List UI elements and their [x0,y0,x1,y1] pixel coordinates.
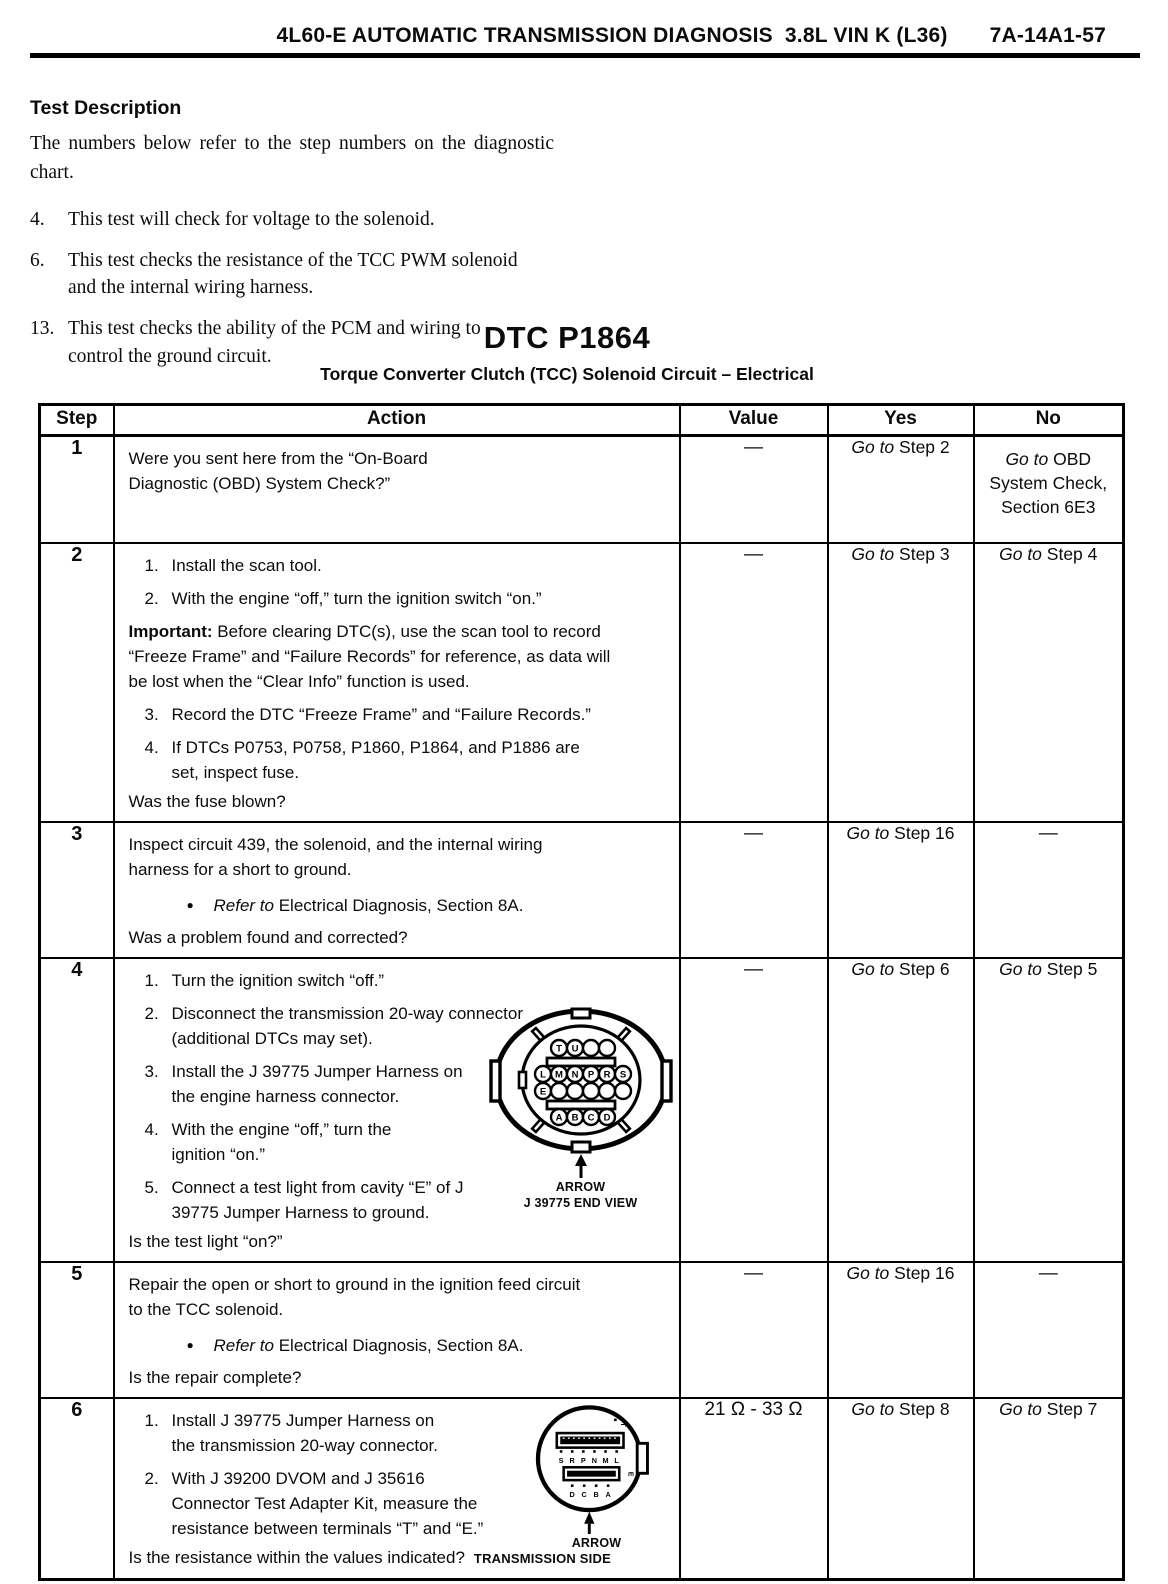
value-cell [680,1398,828,1580]
connector-figure [487,1007,675,1211]
figure-caption: ARROW [555,1180,606,1194]
svg-text:B: B [571,1112,578,1124]
item-text: Install the scan tool. [171,556,322,575]
action-question: Was a problem found and corrected? [128,928,408,947]
item-text: If DTCs P0753, P0758, P1860, P1864, and P1886 are set, inspect fuse. [171,738,580,782]
table-row [40,958,1124,1262]
figure-caption: TRANSMISSION SIDE [473,1551,611,1566]
page-header [0,24,1106,48]
action-content [115,544,679,821]
step-cell: 3 [40,822,114,958]
item-number: 2. [144,1004,159,1023]
action-text: Inspect circuit 439, the solenoid, and the internal wiring harness for a short to ground. [128,835,543,879]
item-text: With the engine “off,” turn the ignition “on.” [171,1120,392,1164]
page-number: 7A-14A1-57 [989,24,1106,47]
item-text: With J 39200 DVOM and J 35616 Connector Test Adapter Kit, measure the resistance between terminals “T” and “E.” [171,1469,484,1538]
no-cell: Go to Step 4 [974,543,1124,822]
svg-text:M: M [602,1456,609,1466]
item-number: 3. [144,1062,159,1081]
svg-text:B: B [593,1490,599,1500]
goto-label: Go to [846,1263,890,1283]
item-number: 4. [144,1120,159,1139]
svg-text:T: T [555,1043,562,1055]
item-number: 2. [144,589,159,608]
action-reference [129,1333,669,1358]
goto-label: Go to [846,823,890,843]
step-cell: 6 [40,1398,114,1580]
svg-text:T: T [618,1422,628,1427]
item-text: Connect a test light from cavity “E” of J 39775 Jumper Harness to ground. [171,1178,464,1222]
svg-text:P: P [587,1069,594,1081]
step-cell: 2 [40,543,114,822]
svg-text:A: A [555,1112,562,1124]
action-cell [114,1398,680,1580]
svg-text:D: D [569,1490,575,1500]
header-rule [30,53,1140,58]
item-number: 1. [144,1411,159,1430]
action-reference [129,893,669,918]
step-cell: 5 [40,1262,114,1398]
action-cell [114,436,680,544]
action-cell [114,822,680,958]
action-cell [114,1262,680,1398]
result-value: — [1038,823,1058,844]
dtc-subtitle: Torque Converter Clutch (TCC) Solenoid Circuit – Electrical [320,364,814,384]
value-text: 21 Ω - 33 Ω [704,1399,803,1420]
yes-cell: Go to Step 2 [828,436,974,544]
item-text: Install the J 39775 Jumper Harness on the engine harness connector. [171,1062,463,1106]
step-cell: 4 [40,958,114,1262]
no-cell [974,822,1124,958]
svg-text:D: D [603,1112,610,1124]
action-question: Was the fuse blown? [128,792,286,811]
bullet-icon: ● [186,1338,194,1352]
test-description-item [30,206,554,233]
no-cell [974,1262,1124,1398]
col-header-yes: Yes [828,405,974,436]
value-text: — [744,959,763,980]
connector-transmission-side-icon [532,1403,662,1535]
action-content [115,1263,679,1397]
action-content [115,1399,679,1578]
figure-caption: ARROW [571,1536,622,1550]
action-item [129,735,669,785]
action-text: Repair the open or short to ground in the ignition feed circuit to the TCC solenoid. [128,1275,581,1319]
test-description-intro: The numbers below refer to the step numbers on the diagnostic chart. [30,133,554,184]
svg-text:M: M [554,1069,563,1081]
action-cell [114,958,680,1262]
step-cell: 1 [40,436,114,544]
yes-cell: Go to Step 16 [828,1262,974,1398]
goto-label: Go to [851,544,895,564]
dtc-title: DTC P1864 [483,320,651,355]
item-number: 6. [30,249,45,271]
no-cell: Go to Step 7 [974,1398,1124,1580]
item-number: 4. [30,208,45,230]
svg-text:E: E [626,1471,636,1477]
item-number: 3. [144,705,159,724]
action-content [115,823,679,957]
value-cell [680,958,828,1262]
svg-text:C: C [587,1112,594,1124]
svg-text:C: C [581,1490,587,1500]
value-cell [680,1262,828,1398]
action-question: Is the repair complete? [128,1368,302,1387]
item-number: 1. [144,556,159,575]
col-header-no: No [974,405,1124,436]
svg-text:P: P [580,1456,586,1466]
item-number: 4. [144,738,159,757]
item-text: This test checks the ability of the PCM and wiring to control the ground circuit. [68,318,481,367]
item-text: This test will check for voltage to the solenoid. [68,208,435,230]
connector-end-view-icon [489,1007,673,1179]
item-text: With the engine “off,” turn the ignition switch “on.” [171,589,542,608]
value-text: — [744,823,763,844]
item-text: Disconnect the transmission 20-way connector (additional DTCs may set). [171,1004,523,1048]
figure-caption: J 39775 END VIEW [523,1196,638,1210]
test-description-item [30,247,554,302]
col-header-step: Step [40,405,114,436]
goto-label: Go to [999,959,1042,979]
svg-text:L: L [613,1456,619,1466]
item-number: 13. [30,318,55,340]
table-header-row [40,405,1124,436]
action-item [129,586,669,611]
item-text: Record the DTC “Freeze Frame” and “Failure Records.” [171,705,591,724]
item-text: Install J 39775 Jumper Harness on the transmission 20-way connector. [171,1411,438,1455]
goto-label: Go to [851,437,895,457]
diagnostic-table [38,403,1125,1581]
svg-text:N: N [571,1069,578,1081]
svg-text:S: S [558,1456,564,1466]
action-item [129,702,669,727]
table-row [40,436,1124,544]
running-title: 4L60-E AUTOMATIC TRANSMISSION DIAGNOSIS 3.8L VIN K (L36) [276,24,948,47]
action-content [115,437,679,542]
action-text: Were you sent here from the “On-Board Diagnostic (OBD) System Check?” [128,449,428,493]
goto-label: Go to [1005,448,1049,469]
action-content [115,959,679,1261]
svg-text:N: N [591,1456,597,1466]
value-cell [680,543,828,822]
value-text: — [744,1263,763,1284]
svg-text:S: S [619,1069,626,1081]
goto-label: Go to [851,1399,895,1419]
no-cell: Go to Step 5 [974,958,1124,1262]
yes-cell: Go to Step 8 [828,1398,974,1580]
bullet-icon: ● [186,898,194,912]
item-text: Turn the ignition switch “off.” [171,971,385,990]
svg-text:R: R [569,1456,575,1466]
action-question: Is the resistance within the values indicated? TRANSMISSION SIDE [128,1548,611,1567]
col-header-value: Value [680,405,828,436]
yes-cell: Go to Step 3 [828,543,974,822]
col-header-action: Action [114,405,680,436]
test-description-heading: Test Description [30,97,182,119]
value-text: — [744,437,763,458]
svg-text:U: U [571,1043,578,1055]
table-row [40,543,1124,822]
action-item [129,553,669,578]
svg-text:E: E [539,1086,546,1098]
table-row [40,822,1124,958]
value-cell [680,822,828,958]
item-number: 1. [144,971,159,990]
item-number: 5. [144,1178,159,1197]
refer-to-label: Refer to [213,896,274,915]
svg-text:R: R [603,1069,610,1081]
action-question: Is the test light “on?” [128,1232,283,1251]
action-important-note: Important: Before clearing DTC(s), use the scan tool to record “Freeze Frame” and “Failure Records” for reference, as data will be lost when the “Clear Info” function is used. [128,622,611,691]
goto-label: Go to [999,544,1042,564]
action-item [129,968,669,993]
table-row [40,1398,1124,1580]
value-cell [680,436,828,544]
action-cell [114,543,680,822]
result-value: — [1038,1263,1058,1284]
item-number: 2. [144,1469,159,1488]
refer-to-label: Refer to [213,1336,274,1355]
svg-text:L: L [539,1069,546,1081]
yes-cell: Go to Step 6 [828,958,974,1262]
reference-text: Refer to Electrical Diagnosis, Section 8A. [213,1336,524,1355]
item-text: This test checks the resistance of the TCC PWM solenoid and the internal wiring harness. [68,249,518,299]
value-text: — [744,544,763,565]
svg-text:A: A [604,1490,611,1500]
reference-text: Refer to Electrical Diagnosis, Section 8A. [213,896,524,915]
connector-figure [531,1403,663,1551]
goto-label: Go to [851,959,895,979]
goto-label: Go to [999,1399,1042,1419]
important-label: Important: [128,622,213,641]
no-cell: Go to OBD System Check, Section 6E3 [974,436,1124,544]
table-row [40,1262,1124,1398]
yes-cell: Go to Step 16 [828,822,974,958]
